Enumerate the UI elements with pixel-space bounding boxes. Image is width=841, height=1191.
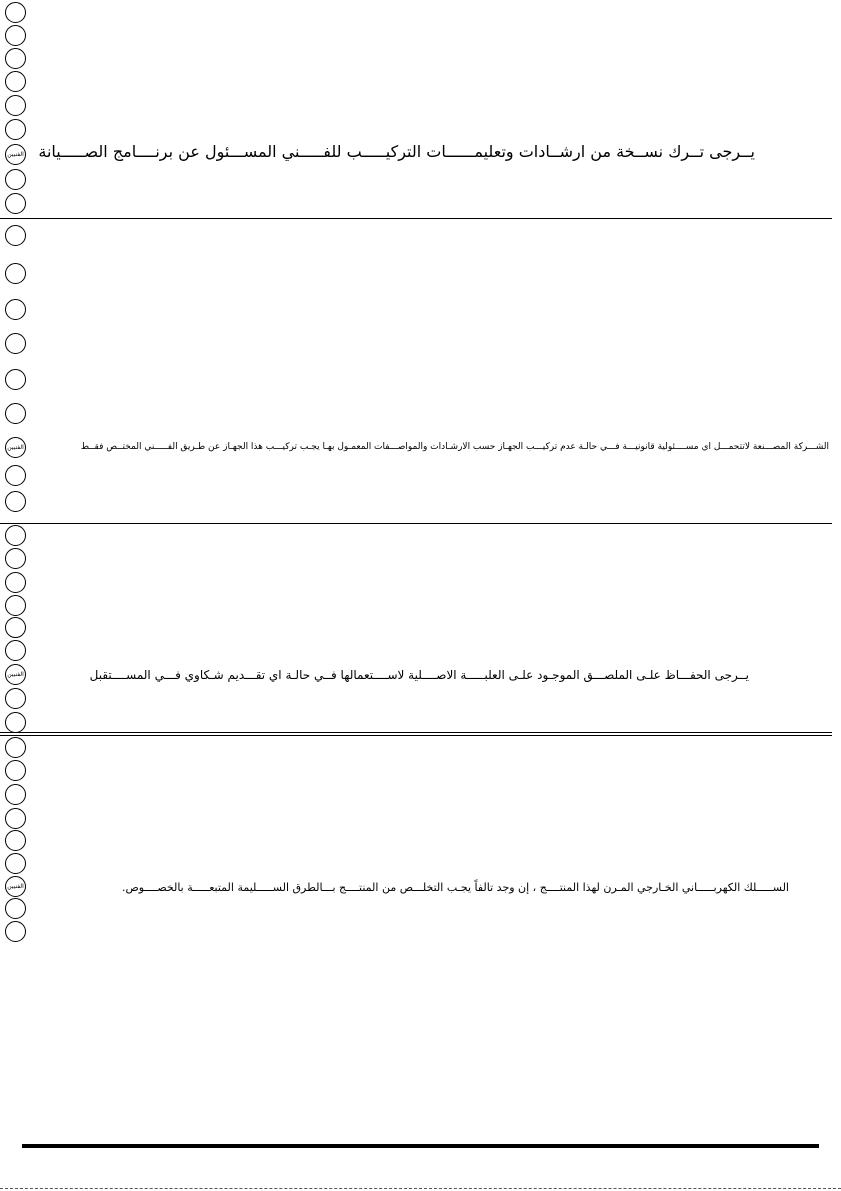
hole-circle bbox=[5, 369, 26, 390]
hole-circle bbox=[5, 712, 26, 733]
hole-circle bbox=[5, 403, 26, 424]
hole-circle bbox=[5, 688, 26, 709]
hole-circle bbox=[5, 263, 26, 284]
hole-circle bbox=[5, 548, 26, 569]
hole-circle bbox=[5, 25, 26, 46]
stamp-circle bbox=[5, 664, 26, 685]
hole-circle bbox=[5, 225, 26, 246]
hole-circle bbox=[5, 48, 26, 69]
footer-rule bbox=[22, 1144, 819, 1148]
hole-circle bbox=[5, 95, 26, 116]
hole-circle bbox=[5, 760, 26, 781]
hole-circle bbox=[5, 921, 26, 942]
hole-circle bbox=[5, 640, 26, 661]
hole-circle bbox=[5, 617, 26, 638]
instruction-text-2: الشـــركة المصـــنعة لاتتحمـــل اي مســــئولية قانونيـــة فـــي حالـة عدم تركيـــب الجهـاز حسب الارشـادات والمواصـــفات المعمـول بهـا يجـب تركيـــب هذا الجهـاز عن طـريق الفـــــني المختــص فقــط bbox=[80, 442, 829, 452]
stamp-label: الفنيين bbox=[7, 444, 24, 451]
stamp-label: الفنيين bbox=[7, 883, 24, 890]
stamp-label: الفنيين bbox=[7, 671, 24, 678]
stamp-label: الفنيين bbox=[7, 151, 24, 158]
section-divider bbox=[0, 523, 832, 524]
hole-circle bbox=[5, 465, 26, 486]
section-divider bbox=[0, 732, 832, 733]
hole-circle bbox=[5, 2, 26, 23]
hole-circle bbox=[5, 595, 26, 616]
hole-circle bbox=[5, 193, 26, 214]
hole-circle bbox=[5, 853, 26, 874]
hole-circle bbox=[5, 333, 26, 354]
hole-circle bbox=[5, 784, 26, 805]
page-edge-dashes bbox=[0, 1188, 841, 1189]
hole-circle bbox=[5, 491, 26, 512]
stamp-circle bbox=[5, 437, 26, 458]
hole-circle bbox=[5, 299, 26, 320]
stamp-circle bbox=[5, 876, 26, 897]
hole-circle bbox=[5, 572, 26, 593]
section-divider bbox=[0, 218, 832, 219]
hole-circle bbox=[5, 71, 26, 92]
instruction-text-4: الســـــلك الكهربـــــاني الخـارجي المـرن لهذا المنتــــج ، إن وجد تالفاً يجـب التخلـــص من المنتــــج بـــالطرق الســـــليمة المتبعـــــة بالخصــــوص. bbox=[121, 881, 789, 894]
hole-circle bbox=[5, 169, 26, 190]
hole-circle bbox=[5, 119, 26, 140]
section-divider bbox=[0, 735, 832, 736]
instruction-text-1: يــرجى تــرك نســخة من ارشــادات وتعليمــــــات التركيـــــب للفـــــني المســـئول عن برنــــامج الصـــــيانة bbox=[38, 142, 755, 161]
stamp-circle bbox=[5, 144, 26, 165]
hole-circle bbox=[5, 808, 26, 829]
hole-circle bbox=[5, 898, 26, 919]
hole-circle bbox=[5, 525, 26, 546]
instruction-text-3: يــرجى الحفـــاظ علـى الملصـــق الموجـود علـى العلبـــــة الاصــــلية لاســــتعمالها فــي حالـة اي تقـــديم شـكاوي فـــي المســــتقبل bbox=[89, 668, 749, 682]
hole-circle bbox=[5, 737, 26, 758]
hole-circle bbox=[5, 830, 26, 851]
